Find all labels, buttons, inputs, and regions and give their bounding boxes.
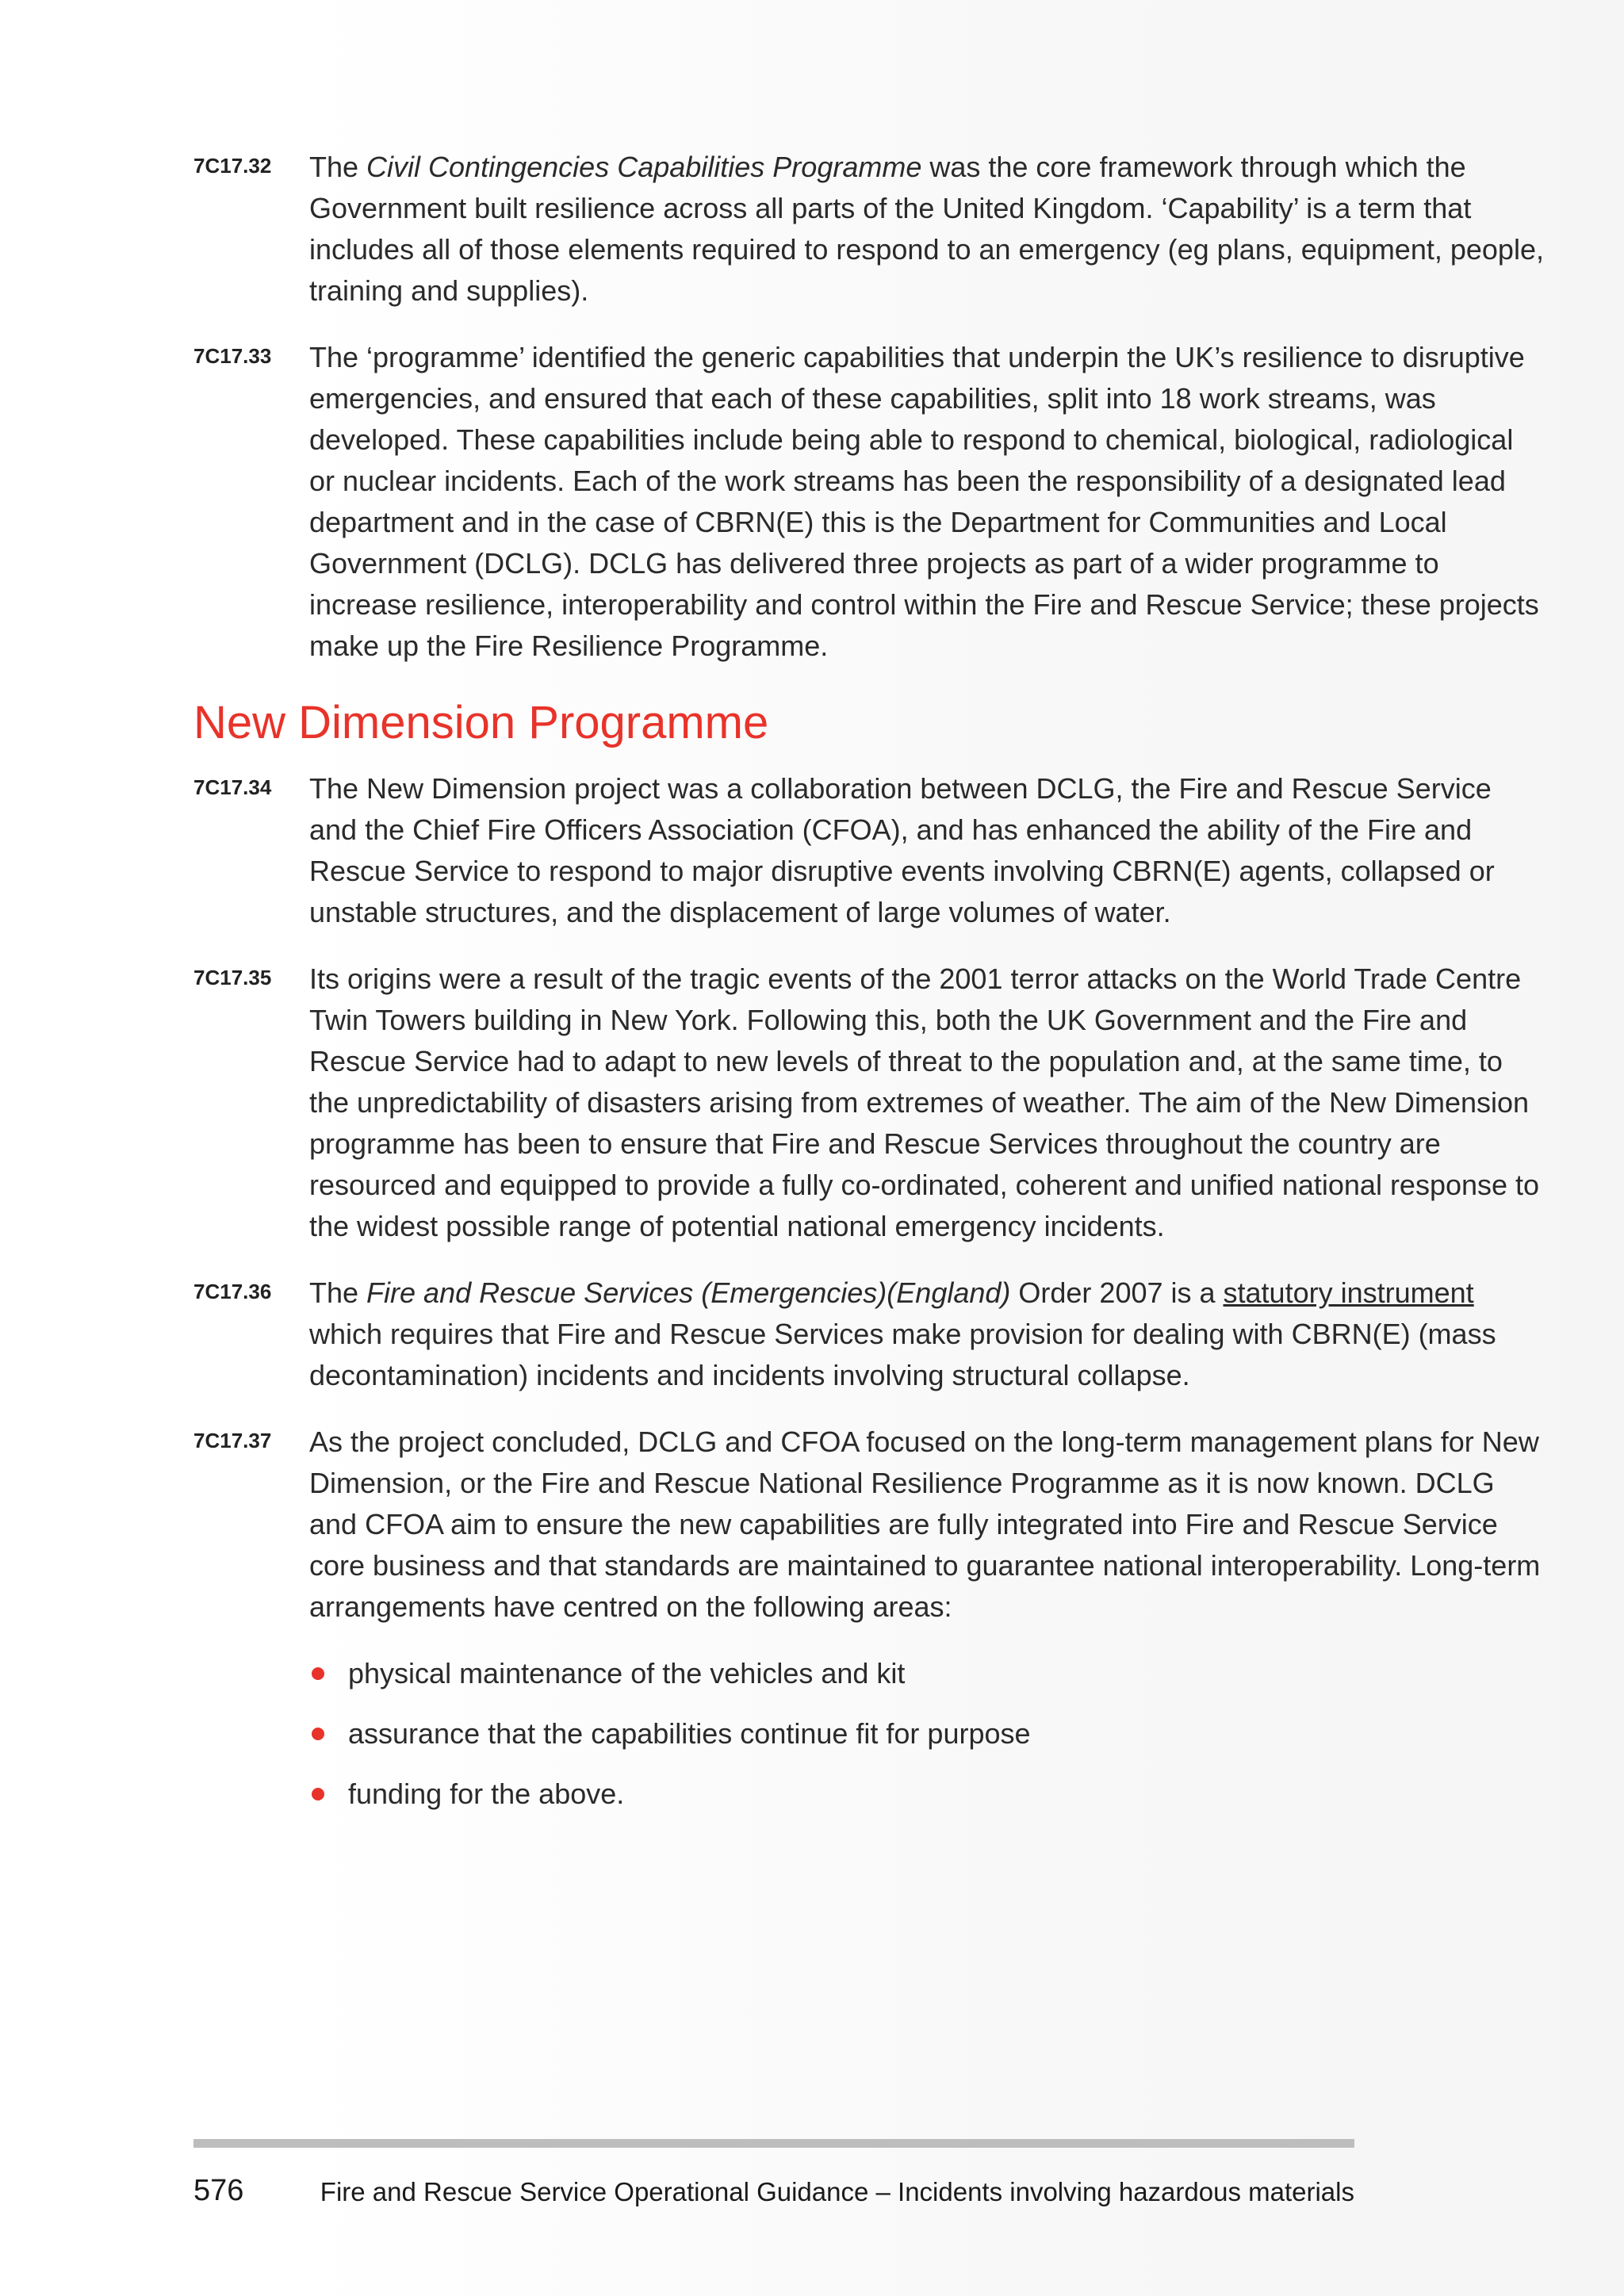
italic-title: Fire and Rescue Services (Emergencies)(England) bbox=[366, 1276, 1011, 1309]
italic-title: Civil Contingencies Capabilities Programme bbox=[366, 151, 922, 183]
section-heading: New Dimension Programme bbox=[193, 697, 769, 748]
bullet-dot-icon bbox=[312, 1728, 324, 1740]
bullet-item bbox=[309, 1713, 1383, 1755]
numbered-paragraph bbox=[193, 768, 1495, 933]
text-run: The bbox=[309, 1276, 367, 1309]
text-run: which requires that Fire and Rescue Services make provision for dealing with CBRN(E) (mass decontamination) incidents and incidents involving structural collapse. bbox=[309, 1318, 1496, 1391]
paragraph-number: 7C17.34 bbox=[193, 775, 272, 799]
numbered-paragraph bbox=[193, 959, 1540, 1247]
bullet-item bbox=[309, 1653, 1383, 1694]
numbered-paragraph bbox=[193, 337, 1539, 667]
document-body bbox=[193, 147, 1544, 1834]
paragraph-number: 7C17.35 bbox=[193, 966, 272, 989]
paragraph-text bbox=[309, 768, 1546, 933]
text-run: The New Dimension project was a collaboration between DCLG, the Fire and Rescue Service and the Chief Fire Officers Association (CFOA), and has enhanced the ability of the Fire and Rescue Service to respond to major disruptive events involving CBRN(E) agents, collapsed or unstable structures, and the displacement of large volumes of water. bbox=[309, 772, 1495, 928]
paragraph-number: 7C17.37 bbox=[193, 1429, 272, 1452]
bullet-dot-icon bbox=[312, 1667, 324, 1680]
footer-title: Fire and Rescue Service Operational Guidance – Incidents involving hazardous materials bbox=[320, 2177, 1354, 2206]
numbered-paragraph bbox=[193, 1422, 1541, 1628]
text-run: Its origins were a result of the tragic events of the 2001 terror attacks on the World Trade Centre Twin Towers building in New York. Following this, both the UK Government and the Fire and Rescue Service had to adapt to new levels of threat to the population and, at the same time, to the unpredictability of disasters arising from extremes of weather. The aim of the New Dimension programme has been to ensure that Fire and Rescue Services throughout the country are resourced and equipped to provide a fully co-ordinated, coherent and unified national response to the widest possible range of potential national emergency incidents. bbox=[309, 962, 1540, 1242]
paragraph-group-top bbox=[193, 147, 1544, 667]
paragraph-text bbox=[309, 1272, 1546, 1396]
numbered-paragraph bbox=[193, 1272, 1496, 1396]
paragraph-text bbox=[309, 147, 1546, 312]
paragraph-text bbox=[309, 337, 1546, 667]
bullet-list bbox=[193, 1653, 1383, 1815]
bullet-text: funding for the above. bbox=[348, 1777, 625, 1810]
text-run: As the project concluded, DCLG and CFOA focused on the long-term management plans for New Dimension, or the Fire and Rescue National Resilience Programme as it is now known. DCLG and CFOA aim to ensure the new capabilities are fully integrated into Fire and Rescue Service core business and that standards are maintained to guarantee national interoperability. Long-term arrangements have centred on the following areas: bbox=[309, 1425, 1541, 1623]
bullet-text: assurance that the capabilities continue fit for purpose bbox=[348, 1717, 1031, 1750]
bullet-dot-icon bbox=[312, 1788, 324, 1800]
text-run: Order 2007 is a bbox=[1010, 1276, 1224, 1309]
glossary-link[interactable]: statutory instrument bbox=[1223, 1276, 1474, 1309]
text-run: was the core framework through which the Government built resilience across all parts of the United Kingdom. ‘Capability’ is a term that includes all of those elements required to respond to an emergency (eg plans, equipment, people, training and supplies). bbox=[309, 151, 1544, 307]
text-run: The bbox=[309, 151, 367, 183]
footer-rule bbox=[193, 2139, 1354, 2148]
numbered-paragraph bbox=[193, 147, 1544, 312]
paragraph-text bbox=[309, 1422, 1546, 1628]
paragraph-text bbox=[309, 959, 1546, 1247]
paragraph-number: 7C17.33 bbox=[193, 344, 272, 368]
text-run: The ‘programme’ identified the generic capabilities that underpin the UK’s resilience to disruptive emergencies, and ensured that each of these capabilities, split into 18 work streams, was developed. These capabilities include being able to respond to chemical, biological, radiological or nuclear incidents. Each of the work streams has been the responsibility of a designated lead department and in the case of CBRN(E) this is the Department for Communities and Local Government (DCLG). DCLG has delivered three projects as part of a wider programme to increase resilience, interoperability and control within the Fire and Rescue Service; these projects make up the Fire Resilience Programme. bbox=[309, 341, 1539, 662]
paragraph-group-section bbox=[193, 768, 1541, 1628]
paragraph-number: 7C17.32 bbox=[193, 154, 272, 178]
bullet-item bbox=[309, 1774, 1383, 1815]
bullet-text: physical maintenance of the vehicles and kit bbox=[348, 1657, 906, 1689]
page-number: 576 bbox=[193, 2174, 244, 2207]
paragraph-number: 7C17.36 bbox=[193, 1280, 272, 1303]
